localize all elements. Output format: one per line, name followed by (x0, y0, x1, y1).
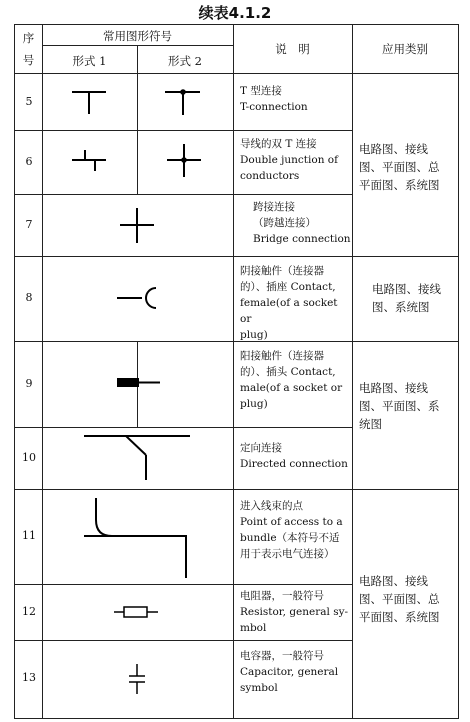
desc-line: Point of access to a (240, 516, 343, 528)
desc-line: conductors (240, 170, 300, 182)
category-cell (359, 379, 457, 433)
header-seq (14, 30, 43, 68)
desc-line: 导线的双 T 连接 (240, 138, 317, 150)
description-cell (240, 498, 350, 562)
desc-line: T-connection (240, 101, 308, 113)
desc-line: Double junction of (240, 154, 339, 166)
category-line: 图、系统图 (372, 300, 430, 314)
desc-line: bundle（本符号不适 (240, 532, 340, 544)
desc-line: male(of a socket or (240, 382, 343, 394)
category-line: 电路图、接线 (359, 574, 428, 588)
desc-line: 电容器，一般符号 (240, 650, 324, 662)
category-line: 电路图、接线 (359, 381, 428, 395)
capacitor-symbol (129, 664, 145, 694)
desc-line: T 型连接 (240, 85, 282, 97)
desc-line: 阴接触件（连接器 (240, 265, 324, 277)
category-cell (359, 572, 457, 626)
row-number: 12 (22, 605, 36, 618)
double-junction-symbol-form2 (167, 144, 201, 177)
description-cell (240, 263, 350, 343)
desc-line: Directed connection (240, 458, 348, 470)
desc-line: plug) (240, 329, 268, 341)
desc-line: 进入线束的点 (240, 500, 303, 512)
desc-line: 的）、插座 Contact, (240, 281, 336, 293)
resistor-symbol (114, 607, 158, 617)
bundle-access-symbol (84, 498, 186, 578)
category-line: 电路图、接线 (372, 282, 441, 296)
header-seq-line1: 序 (22, 31, 35, 45)
category-cell (359, 140, 457, 194)
header-form2: 形式 2 (168, 54, 202, 68)
row-number: 11 (22, 529, 36, 542)
desc-line: Resistor, general sy- (240, 606, 349, 618)
row-number: 7 (25, 218, 33, 231)
category-line: 图、平面图、总 (359, 160, 440, 174)
desc-line: （跨越连接） (253, 217, 316, 229)
header-desc: 说 明 (275, 42, 310, 56)
header-symbol-group: 常用图形符号 (103, 29, 172, 43)
row-number: 9 (25, 377, 33, 390)
row-number: 13 (22, 671, 36, 684)
t-connection-symbol-form1 (72, 92, 106, 114)
desc-line: plug) (240, 398, 268, 410)
desc-line: 跨接连接 (253, 201, 295, 213)
category-line: 图、平面图、总 (359, 592, 440, 606)
row-number: 8 (25, 291, 33, 304)
row-number: 6 (25, 155, 33, 168)
desc-line: symbol (240, 682, 278, 694)
page-title: 续表4.1.2 (198, 4, 272, 22)
description-cell (240, 648, 350, 696)
female-contact-symbol (117, 288, 156, 308)
category-line: 平面图、系统图 (359, 178, 440, 192)
description-cell (240, 348, 350, 412)
desc-line: female(of a socket or (240, 297, 338, 325)
category-line: 电路图、接线 (359, 142, 428, 156)
desc-line: 阳接触件（连接器 (240, 350, 324, 362)
row-number: 10 (22, 451, 36, 464)
desc-line: mbol (240, 622, 267, 634)
description-cell (253, 199, 351, 247)
desc-line: 电阻器，一般符号 (240, 590, 324, 602)
header-category: 应用类别 (382, 42, 428, 56)
desc-line: 的）、插头 Contact, (240, 366, 336, 378)
description-cell (240, 440, 350, 472)
row-number: 5 (25, 95, 33, 108)
description-cell (240, 136, 348, 184)
bridge-connection-symbol (120, 208, 154, 243)
header-seq-line2: 号 (22, 53, 35, 67)
desc-line: Capacitor, general (240, 666, 339, 678)
category-line: 图、平面图、系 (359, 399, 440, 413)
category-line: 平面图、系统图 (359, 610, 440, 624)
male-contact-symbol (117, 378, 160, 387)
desc-line: 定向连接 (240, 442, 282, 454)
directed-connection-symbol (84, 436, 190, 480)
header-form1: 形式 1 (72, 54, 107, 68)
desc-line: 用于表示电气连接） (240, 548, 335, 560)
description-cell (240, 588, 350, 636)
desc-line: Bridge connection (253, 233, 351, 245)
double-junction-symbol-form1 (72, 150, 106, 171)
category-cell (372, 280, 458, 316)
t-connection-symbol-form2 (165, 89, 200, 115)
category-line: 统图 (359, 417, 382, 431)
description-cell (240, 83, 348, 115)
